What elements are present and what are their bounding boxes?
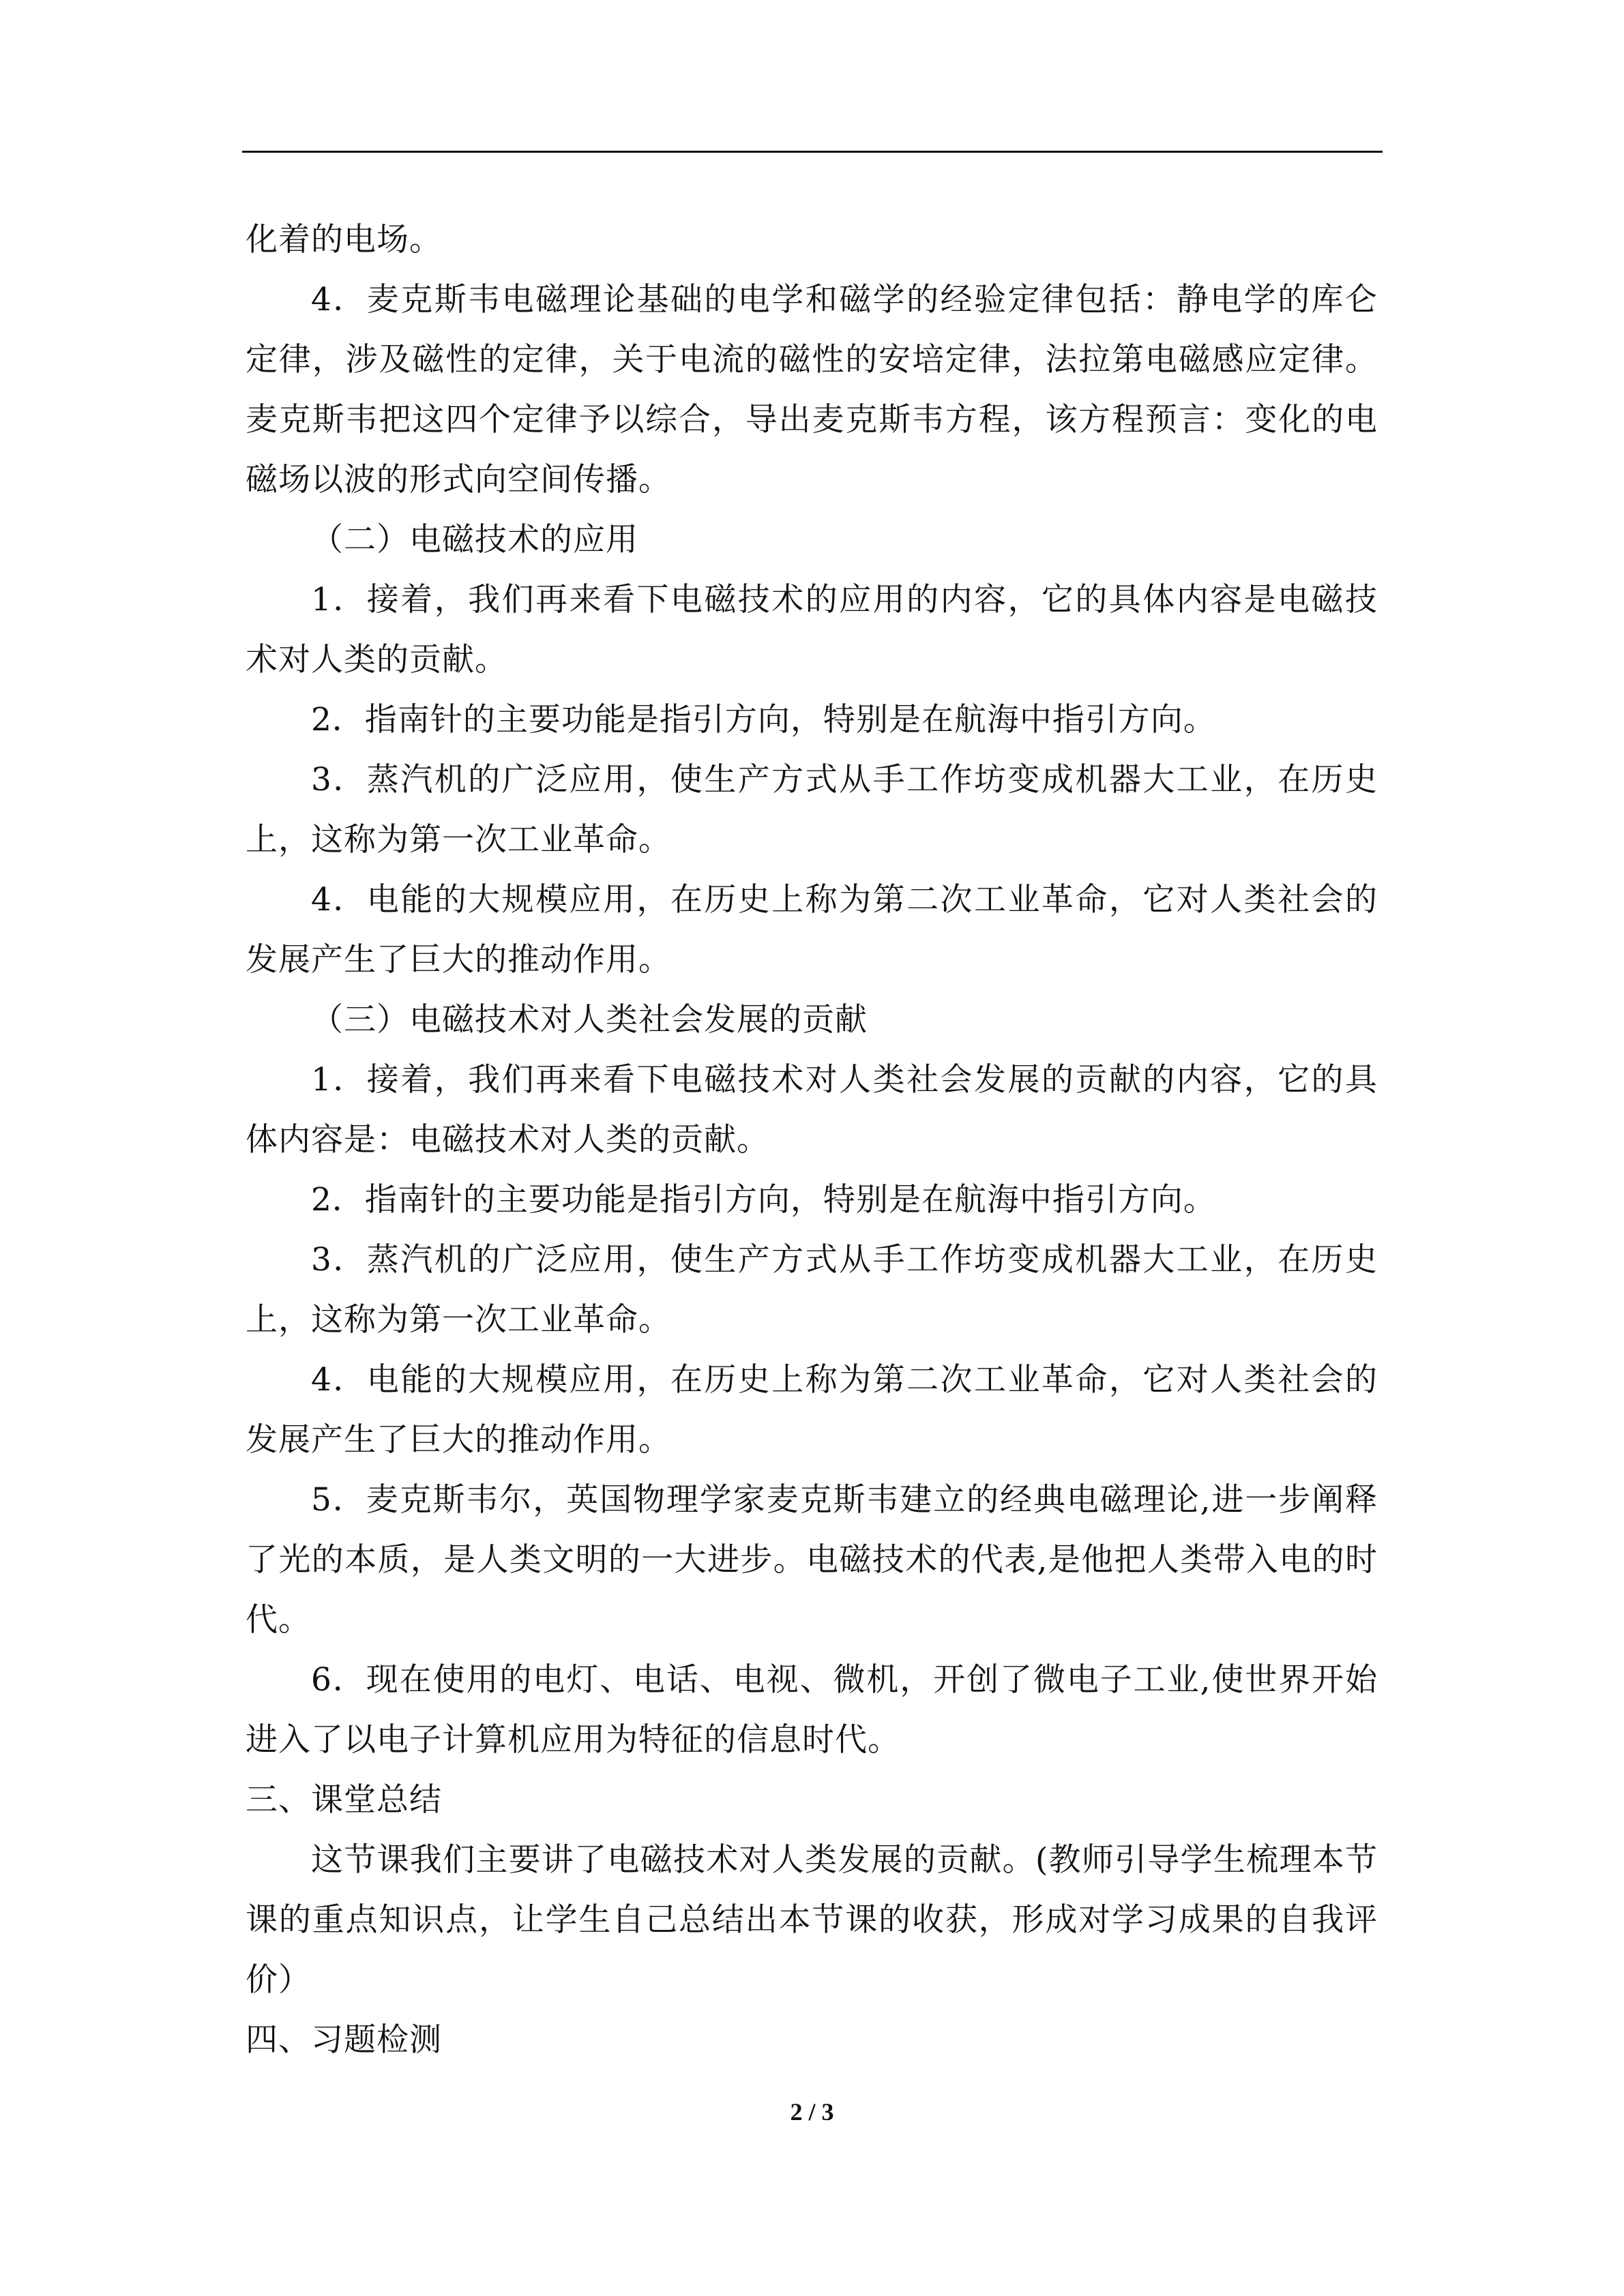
paragraph-contribution-3: 3．蒸汽机的广泛应用，使生产方式从手工作坊变成机器大工业，在历史上，这称为第一次工业革命。 — [246, 1241, 1378, 1339]
paragraph-maxwell-laws: 4．麦克斯韦电磁理论基础的电学和磁学的经验定律包括：静电学的库仑定律，涉及磁性的定律，关于电流的磁性的安培定律，法拉第电磁感应定律。麦克斯韦把这四个定律予以综合，导出麦克斯韦方程，该方程预言：变化的电磁场以波的形式向空间传播。 — [246, 281, 1378, 498]
paragraph-contribution-2: 2．指南针的主要功能是指引方向，特别是在航海中指引方向。 — [311, 1181, 1216, 1219]
paragraph-continuation: 化着的电场。 — [246, 221, 442, 258]
paragraph-contribution-6: 6．现在使用的电灯、电话、电视、微机，开创了微电子工业,使世界开始进入了以电子计算机应用为特征的信息时代。 — [246, 1661, 1378, 1759]
paragraph-application-3: 3．蒸汽机的广泛应用，使生产方式从手工作坊变成机器大工业，在历史上，这称为第一次工业革命。 — [246, 761, 1378, 859]
header-rule — [242, 151, 1383, 153]
paragraph-contribution-4: 4．电能的大规模应用，在历史上称为第二次工业革命，它对人类社会的发展产生了巨大的推动作用。 — [246, 1361, 1378, 1459]
paragraph-application-4: 4．电能的大规模应用，在历史上称为第二次工业革命，它对人类社会的发展产生了巨大的推动作用。 — [246, 881, 1378, 979]
subheading-contributions: （三）电磁技术对人类社会发展的贡献 — [311, 1001, 868, 1039]
paragraph-application-1: 1．接着，我们再来看下电磁技术的应用的内容，它的具体内容是电磁技术对人类的贡献。 — [246, 581, 1378, 679]
subheading-applications: （二）电磁技术的应用 — [311, 521, 638, 558]
paragraph-contribution-5: 5．麦克斯韦尔，英国物理学家麦克斯韦建立的经典电磁理论,进一步阐释了光的本质，是人类文明的一大进步。电磁技术的代表,是他把人类带入电的时代。 — [246, 1481, 1378, 1639]
section-heading-exercises: 四、习题检测 — [246, 2021, 442, 2059]
page-number: 2 / 3 — [790, 2098, 834, 2126]
document-body — [246, 210, 1378, 2070]
section-heading-summary: 三、课堂总结 — [246, 1781, 442, 1819]
paragraph-summary: 这节课我们主要讲了电磁技术对人类发展的贡献。(教师引导学生梳理本节课的重点知识点，让学生自己总结出本节课的收获，形成对学习成果的自我评价） — [246, 1841, 1378, 1999]
paragraph-contribution-1: 1．接着，我们再来看下电磁技术对人类社会发展的贡献的内容，它的具体内容是：电磁技术对人类的贡献。 — [246, 1061, 1378, 1159]
paragraph-application-2: 2．指南针的主要功能是指引方向，特别是在航海中指引方向。 — [311, 701, 1216, 739]
